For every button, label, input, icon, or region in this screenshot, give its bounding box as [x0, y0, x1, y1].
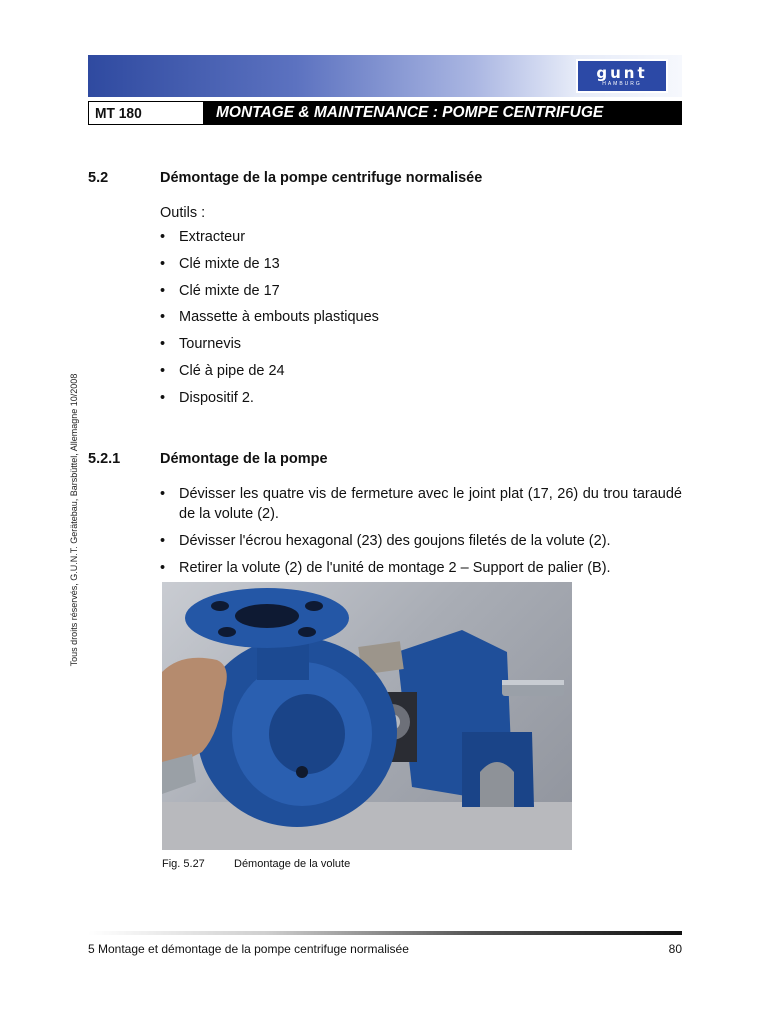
list-item: • Dévisser les quatre vis de fermeture avec le joint plat (17, 26) du trou taraudé de la volute (2).: [160, 484, 682, 524]
figure-caption: [162, 858, 350, 870]
copyright-note: Tous droits réservés, G.U.N.T. Gerätebau, Barsbüttel, Allemagne 10/2008: [69, 373, 79, 667]
list-item: • Retirer la volute (2) de l'unité de montage 2 – Support de palier (B).: [160, 558, 682, 578]
steps-list: [160, 484, 682, 585]
list-item: • Clé à pipe de 24: [160, 363, 379, 390]
list-item: • Extracteur: [160, 229, 379, 256]
logo-text: gunt: [596, 64, 648, 82]
logo-subtext: HAMBURG: [602, 81, 642, 87]
gunt-logo: [576, 59, 668, 93]
footer-chapter: 5 Montage et démontage de la pompe centrifuge normalisée: [88, 942, 409, 956]
header-banner: [88, 55, 682, 97]
product-code: MT 180: [95, 104, 142, 122]
subsection-title: Démontage de la pompe: [160, 451, 328, 467]
page-number: 80: [668, 942, 682, 956]
document-title: MONTAGE & MAINTENANCE : POMPE CENTRIFUGE: [216, 104, 604, 121]
section-title: Démontage de la pompe centrifuge normalisée: [160, 170, 483, 186]
list-item: • Clé mixte de 13: [160, 256, 379, 283]
pump-photo: [162, 582, 572, 850]
tools-list: [160, 229, 379, 417]
list-item: • Massette à embouts plastiques: [160, 309, 379, 336]
list-item: • Dévisser l'écrou hexagonal (23) des goujons filetés de la volute (2).: [160, 531, 682, 551]
list-item: • Clé mixte de 17: [160, 283, 379, 310]
product-code-box: [89, 102, 204, 124]
footer-divider: [88, 931, 682, 935]
list-item: • Dispositif 2.: [160, 390, 379, 417]
document-title-box: [204, 102, 681, 124]
document-header: [88, 101, 682, 125]
section-number: 5.2: [88, 170, 109, 186]
subsection-number: 5.2.1: [88, 451, 121, 467]
list-item: • Tournevis: [160, 336, 379, 363]
figure-caption-text: Démontage de la volute: [234, 858, 351, 870]
figure-number: Fig. 5.27: [162, 858, 205, 870]
tools-label: Outils :: [160, 205, 206, 221]
pump-illustration: [162, 582, 572, 850]
